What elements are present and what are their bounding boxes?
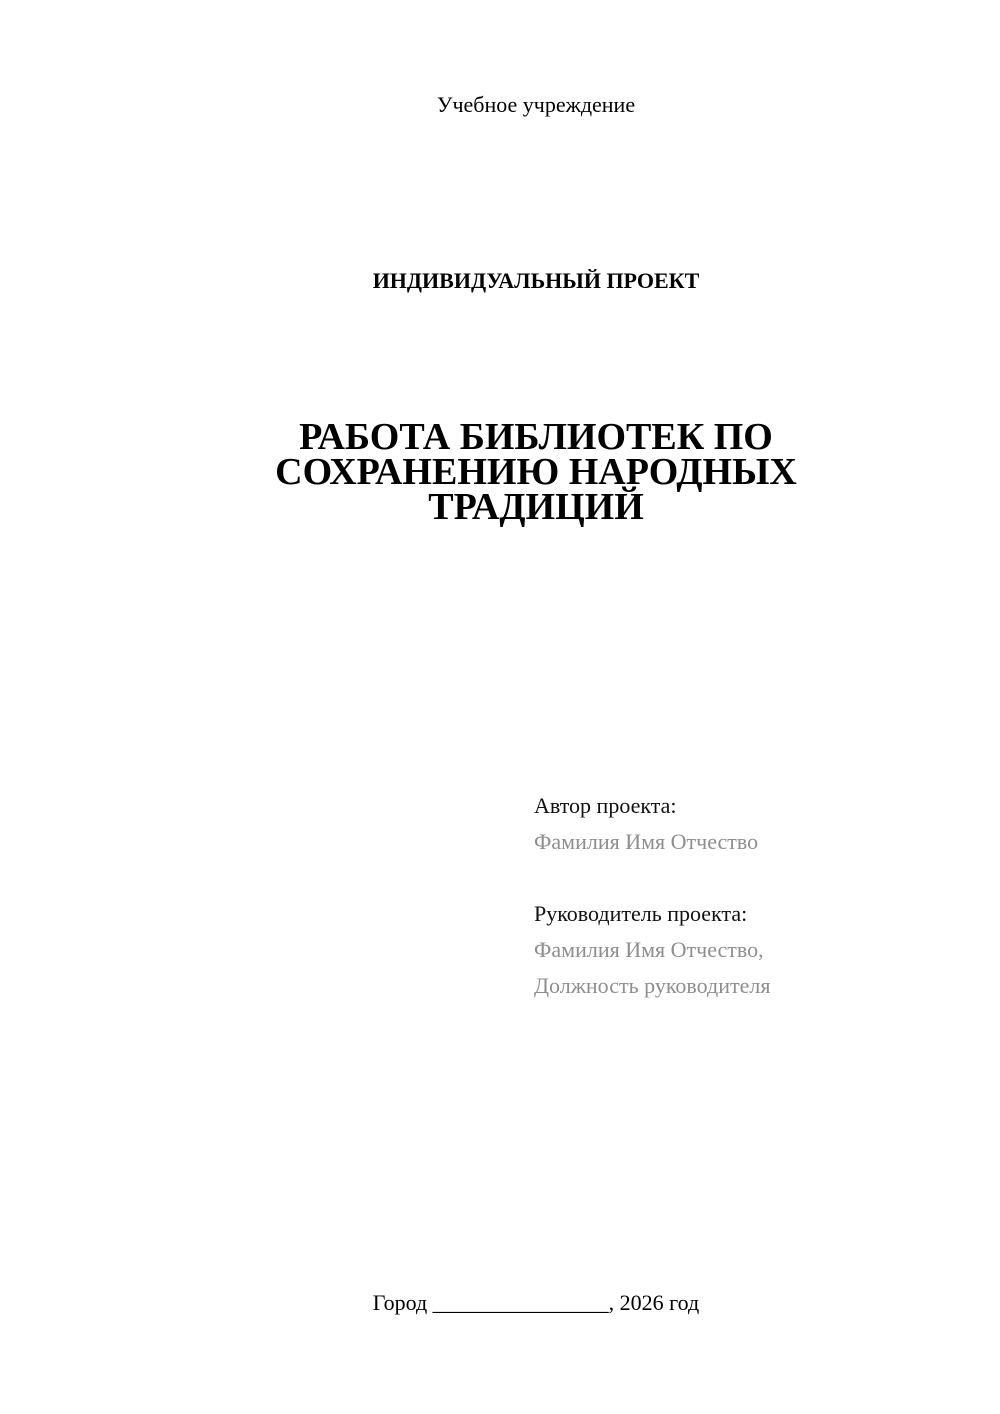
project-title-line: ТРАДИЦИЙ [428, 486, 644, 528]
project-title-line: СОХРАНЕНИЮ НАРОДНЫХ [275, 451, 797, 493]
supervisor-label: Руководитель проекта: [534, 901, 748, 926]
institution-name: Учебное учреждение [436, 92, 636, 117]
credits-block [534, 788, 974, 1004]
city-year-line: Город ________________, 2026 год [372, 1290, 700, 1315]
spacer [534, 860, 974, 896]
project-title-line: РАБОТА БИБЛИОТЕК ПО [299, 416, 773, 458]
author-name: Фамилия Имя Отчество [534, 829, 759, 854]
supervisor-position: Должность руководителя [534, 973, 771, 998]
project-type: ИНДИВИДУАЛЬНЫЙ ПРОЕКТ [372, 268, 700, 293]
author-label: Автор проекта: [534, 793, 677, 818]
supervisor-name: Фамилия Имя Отчество, [534, 937, 764, 962]
project-title [236, 416, 836, 528]
